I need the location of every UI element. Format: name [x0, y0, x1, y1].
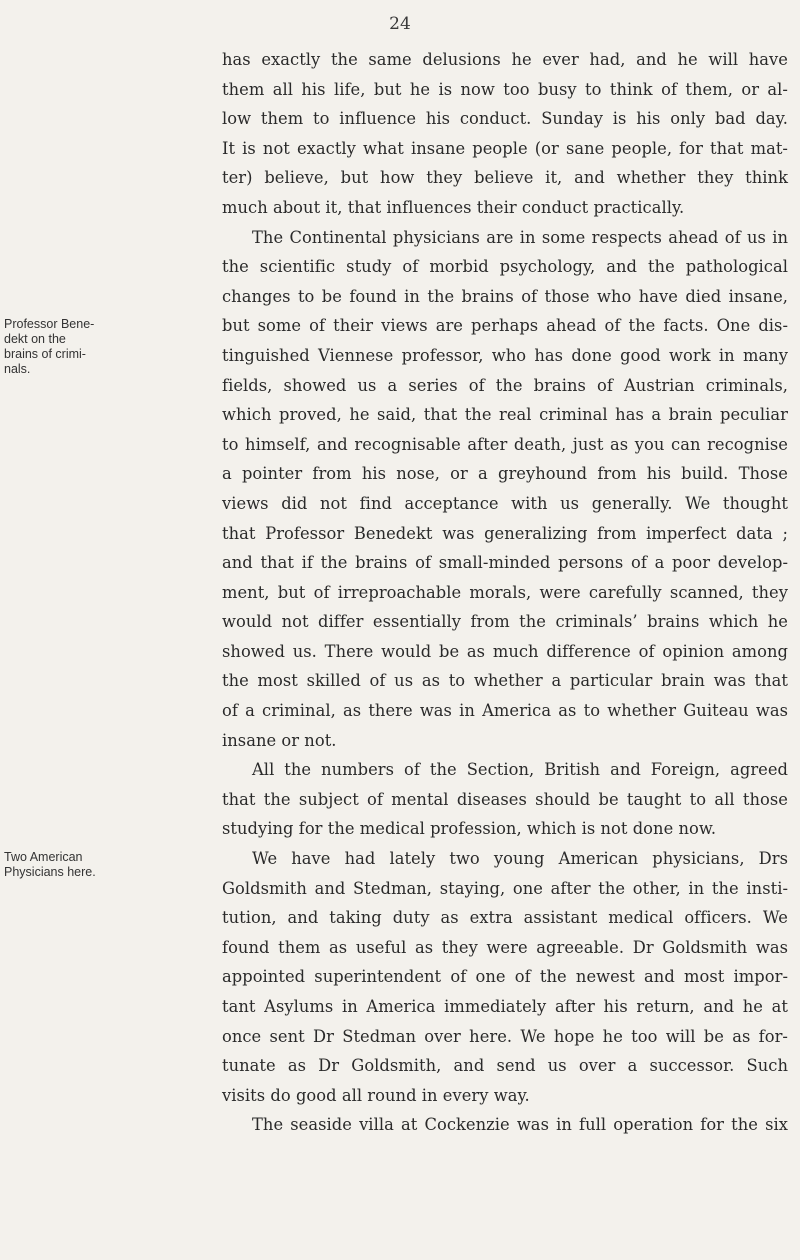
- text-line: All the numbers of the Section, British and Foreign, agreed: [252, 760, 788, 780]
- text-line: fields, showed us a series of the brains of Austrian criminals,: [222, 375, 788, 395]
- text-line: tinguished Viennese professor, who has done good work in many: [222, 345, 788, 365]
- text-line: of a criminal, as there was in America as to whether Guiteau was: [222, 701, 788, 721]
- text-line: ter) believe, but how they believe it, and whether they think: [222, 168, 788, 188]
- sidenote-line: Professor Bene-: [4, 317, 95, 331]
- text-line: much about it, that influences their conduct practically.: [222, 197, 685, 217]
- text-line: views did not find acceptance with us generally. We thought: [222, 493, 788, 513]
- text-line: a pointer from his nose, or a greyhound from his build. Those: [222, 464, 788, 484]
- text-line: tant Asylums in America immediately after his return, and he at: [222, 997, 788, 1016]
- text-line: showed us. There would be as much difference of opinion among: [222, 641, 788, 661]
- text-line: found them as useful as they were agreeable. Dr Goldsmith was: [222, 937, 788, 957]
- text-line: Goldsmith and Stedman, staying, one after the other, in the insti-: [222, 878, 788, 898]
- text-line: changes to be found in the brains of those who have died insane,: [222, 286, 788, 306]
- text-line: that the subject of mental diseases should be taught to all those: [222, 789, 788, 809]
- sidenote-benedikt: [4, 317, 126, 377]
- sidenote-line: dekt on the: [4, 332, 66, 346]
- text-line: tunate as Dr Goldsmith, and send us over a successor. Such: [222, 1056, 788, 1076]
- sidenote-american-physicians: [4, 850, 126, 880]
- body-text: [222, 45, 788, 1140]
- text-line: The Continental physicians are in some respects ahead of us in: [252, 227, 788, 247]
- text-line: ment, but of irreproachable morals, were carefully scanned, they: [222, 582, 788, 602]
- text-line: low them to influence his conduct. Sunday is his only bad day.: [222, 109, 788, 129]
- text-line: We have had lately two young American physicians, Drs: [252, 849, 788, 869]
- text-line: studying for the medical profession, which is not done now.: [222, 819, 717, 839]
- text-line: The seaside villa at Cockenzie was in full operation for the six: [252, 1115, 788, 1135]
- text-line: that Professor Benedekt was generalizing from imperfect data ;: [222, 523, 788, 543]
- text-line: and that if the brains of small-minded persons of a poor develop-: [222, 553, 788, 573]
- text-line: which proved, he said, that the real criminal has a brain peculiar: [222, 405, 788, 425]
- text-line: would not differ essentially from the criminals’ brains which he: [222, 612, 788, 632]
- text-line: has exactly the same delusions he ever had, and he will have: [222, 50, 788, 69]
- text-line: the most skilled of us as to whether a particular brain was that: [222, 671, 788, 691]
- text-line: but some of their views are perhaps ahead of the facts. One dis-: [222, 316, 788, 336]
- page-number: 24: [389, 14, 411, 34]
- sidenote-line: Two American: [4, 850, 83, 864]
- text-line: them all his life, but he is now too busy to think of them, or al-: [222, 79, 788, 99]
- sidenote-line: Physicians here.: [4, 865, 96, 879]
- text-line: appointed superintendent of one of the newest and most impor-: [222, 967, 788, 987]
- text-line: the scientific study of morbid psychology, and the pathological: [222, 257, 788, 277]
- sidenote-line: brains of crimi-: [4, 347, 86, 361]
- sidenote-line: nals.: [4, 362, 31, 376]
- text-line: once sent Dr Stedman over here. We hope he too will be as for-: [222, 1026, 788, 1046]
- text-line: visits do good all round in every way.: [222, 1085, 530, 1105]
- text-line: It is not exactly what insane people (or sane people, for that mat-: [222, 138, 788, 158]
- text-line: to himself, and recognisable after death, just as you can recognise: [222, 434, 788, 454]
- text-line: tution, and taking duty as extra assistant medical officers. We: [222, 908, 788, 928]
- text-line: insane or not.: [222, 730, 337, 750]
